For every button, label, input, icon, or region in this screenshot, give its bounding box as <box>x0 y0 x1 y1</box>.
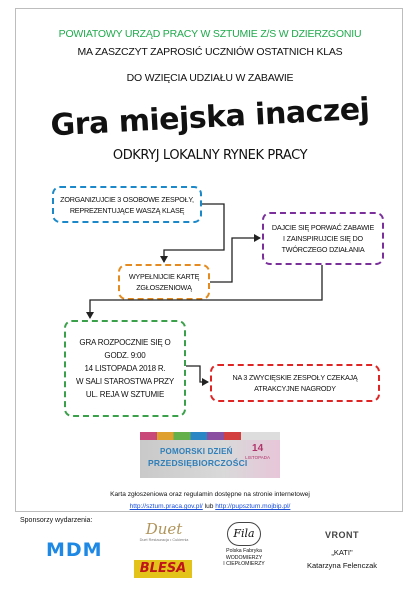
arrow-inspire-to-start <box>90 265 322 318</box>
step-start-line-1: GRA ROZPOCZNIE SIĘ O <box>79 338 171 347</box>
kati-name: „KATI" <box>331 548 353 557</box>
banner-month: LISTOPADA <box>245 455 270 460</box>
step-start-line-4: W SALI STAROSTWA PRZY <box>75 377 175 386</box>
banner-day: 14 <box>252 443 264 454</box>
link-pupsztum-bip[interactable]: http://pupsztum.mojbip.pl/ <box>215 503 291 510</box>
step-inspire-line-1: DAJCIE SIĘ PORWAĆ ZABAWIE <box>271 223 375 232</box>
poster-title: Gra miejska inaczej <box>49 91 371 144</box>
duet-wordmark: Duet <box>145 520 183 538</box>
form-info-text: Karta zgłoszeniowa oraz regulamin dostępne na stronie internetowej <box>110 491 310 498</box>
step-prizes-line-2: ATRAKCYJNE NAGRODY <box>254 384 336 393</box>
banner-color-band <box>140 432 280 440</box>
arrow-teams-to-form <box>164 204 224 262</box>
poster-subtitle: ODKRYJ LOKALNY RYNEK PRACY <box>112 148 308 163</box>
banner-line-2: PRZEDSIĘBIORCZOŚCI <box>148 458 248 468</box>
fila-text-1: Polska Fabryka <box>226 548 262 554</box>
links-separator: lub <box>202 503 216 510</box>
vront-wordmark: VRONT <box>325 530 359 540</box>
step-teams-line-1: ZORGANIZUJCIE 3 OSOBOWE ZESPOŁY, <box>60 194 194 204</box>
participation-line: DO WZIĘCIA UDZIAŁU W ZABAWIE <box>126 72 294 84</box>
mdm-logo: MDM <box>46 539 103 561</box>
step-inspire-line-3: TWÓRCZEGO DZIAŁANIA <box>281 245 365 254</box>
step-start-line-3: 14 LISTOPADA 2018 R. <box>84 364 166 373</box>
blesa-logo: BLESA <box>134 560 192 578</box>
banner-line-1: POMORSKI DZIEŃ <box>160 447 233 456</box>
vront-logo <box>292 530 392 570</box>
step-teams-line-2: REPREZENTUJĄCE WASZĄ KLASĘ <box>69 205 185 215</box>
duet-subtitle: Duet Restauracja • Cukiernia <box>139 538 189 542</box>
form-links <box>0 503 420 510</box>
step-form-line-1: WYPEŁNIJCIE KARTĘ <box>128 272 200 281</box>
step-start-line-2: GODZ. 9:00 <box>104 351 146 360</box>
invitation-line: MA ZASZCZYT ZAPROSIĆ UCZNIÓW OSTATNICH KLAS <box>77 46 343 58</box>
arrow-form-to-inspire <box>210 238 260 282</box>
fila-wordmark: Fila <box>227 522 261 546</box>
step-prizes-line-1: NA 3 ZWYCIĘSKIE ZESPOŁY CZEKAJĄ <box>232 373 358 382</box>
sponsors-label: Sponsorzy wydarzenia: <box>20 517 93 524</box>
entrepreneurship-day-banner <box>140 432 280 478</box>
fila-logo <box>216 522 272 568</box>
fila-text-2: WODOMIERZY <box>225 554 263 561</box>
link-sztum-praca[interactable]: http://sztum.praca.gov.pl/ <box>129 503 203 510</box>
step-inspire-line-2: I ZAINSPIRUJCIE SIĘ DO <box>283 234 363 243</box>
arrow-start-to-prizes <box>186 366 208 382</box>
banner-date <box>245 444 270 462</box>
owner-name: Katarzyna Felenczak <box>306 561 378 570</box>
organizer-line: POWIATOWY URZĄD PRACY W SZTUMIE Z/S W DZIERZGONIU <box>58 28 362 40</box>
fila-text-3: I CIEPŁOMIERZY <box>223 561 265 567</box>
duet-logo <box>134 520 194 556</box>
step-form-line-2: ZGŁOSZENIOWĄ <box>136 283 192 292</box>
step-start-line-5: UL. REJA W SZTUMIE <box>85 390 165 399</box>
